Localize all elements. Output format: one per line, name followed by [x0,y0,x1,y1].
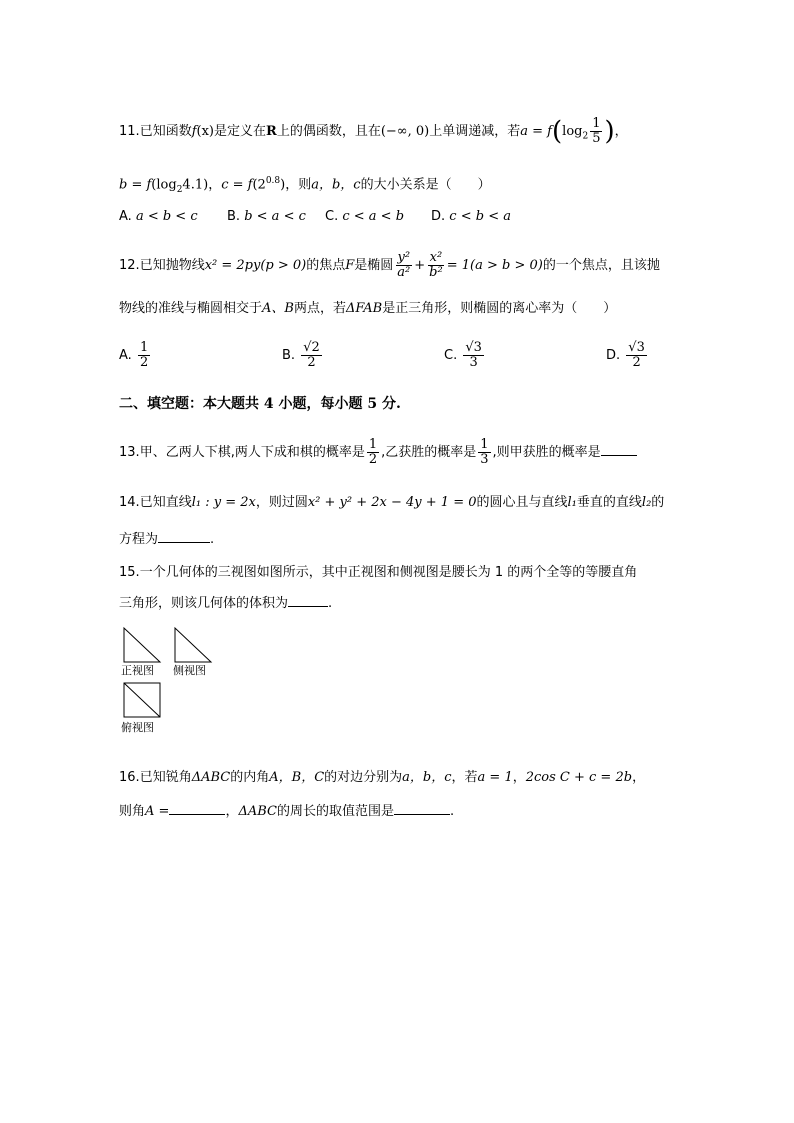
front-view-triangle [122,626,162,664]
q13-answer-blank[interactable] [601,441,637,456]
q16-range-blank[interactable] [394,800,450,815]
q13-line: 13.甲、乙两人下棋,两人下成和棋的概率是 $\frac{1}{2}$ ,乙获胜的概率是 $\frac{1}{3}$ ,则甲获胜的概率是 [119,438,637,467]
q15-line2: 三角形，则该几何体的体积为 . [119,592,332,614]
q11-option-c[interactable]: C. c < a < b [325,209,405,224]
q11-option-a[interactable]: A. a < b < c [119,209,198,224]
q16-angle-blank[interactable] [169,800,225,815]
top-view-label: 俯视图 [121,721,154,734]
side-view-triangle [173,626,213,664]
q11-option-d[interactable]: D. c < b < a [431,209,511,224]
section-heading: 二、填空题：本大题共 4 小题，每小题 5 分. [119,396,401,412]
q14-line1: 14.已知直线l₁ : y = 2x，则过圆x² + y² + 2x − 4y + 1 = 0的圆心且与直线l₁垂直的直线l₂的 [119,495,665,510]
q11-option-b[interactable]: B. b < a < c [227,209,306,224]
q16-line2: 则角A = ，ΔABC的周长的取值范围是 . [119,800,454,822]
q12-line1: 12.已知抛物线x² = 2py(p > 0)的焦点F是椭圆 $\frac{\text{y²}}{\text{a²}}$ + $\frac{\text{x²}}{\text{b²}}$ = 1(a > b > 0)的一个焦点，且该抛 [119,250,660,280]
q12-option-a[interactable]: A. $\frac{1}{2}$ [119,340,149,370]
side-view-label: 侧视图 [173,664,206,677]
q12-option-c[interactable]: C. $\frac{√3}{3}$ [444,340,482,370]
q15-number: 15. [119,565,140,580]
q12-number: 12. [119,258,140,273]
q11-number: 11. [119,124,140,139]
q12-line2: 物线的准线与椭圆相交于A、B两点，若ΔFAB是正三角形，则椭圆的离心率为（ ） [119,301,617,316]
q16-line1: 16.已知锐角ΔABC的内角A，B，C的对边分别为a，b，c，若a = 1，2cos C + c = 2b， [119,770,646,785]
q14-line2: 方程为 . [119,528,214,550]
q14-answer-blank[interactable] [158,528,210,543]
q11-line2: $b = f(\log_24.1)$，$c = f(2^{0.8})$，则a，b，c的大小关系是（ ） [119,176,491,195]
q11-fraction: $\frac{1}{5}$ [592,116,601,146]
q11-line1: 11.已知函数f(x)是定义在R上的偶函数，且在(−∞, 0)上单调递减，若$a = f(\log_2$ $\frac{1}{5}$ )， [119,116,628,147]
q13-number: 13. [119,445,140,460]
q16-number: 16. [119,770,140,785]
top-view-square [122,681,162,719]
q15-answer-blank[interactable] [288,592,328,607]
q12-option-d[interactable]: D. $\frac{√3}{2}$ [606,340,645,370]
q15-line1: 15.一个几何体的三视图如图所示，其中正视图和侧视图是腰长为 1 的两个全等的等腰直角 [119,565,638,580]
q14-number: 14. [119,495,140,510]
q12-option-b[interactable]: B. $\frac{√2}{2}$ [282,340,320,370]
front-view-label: 正视图 [121,664,154,677]
